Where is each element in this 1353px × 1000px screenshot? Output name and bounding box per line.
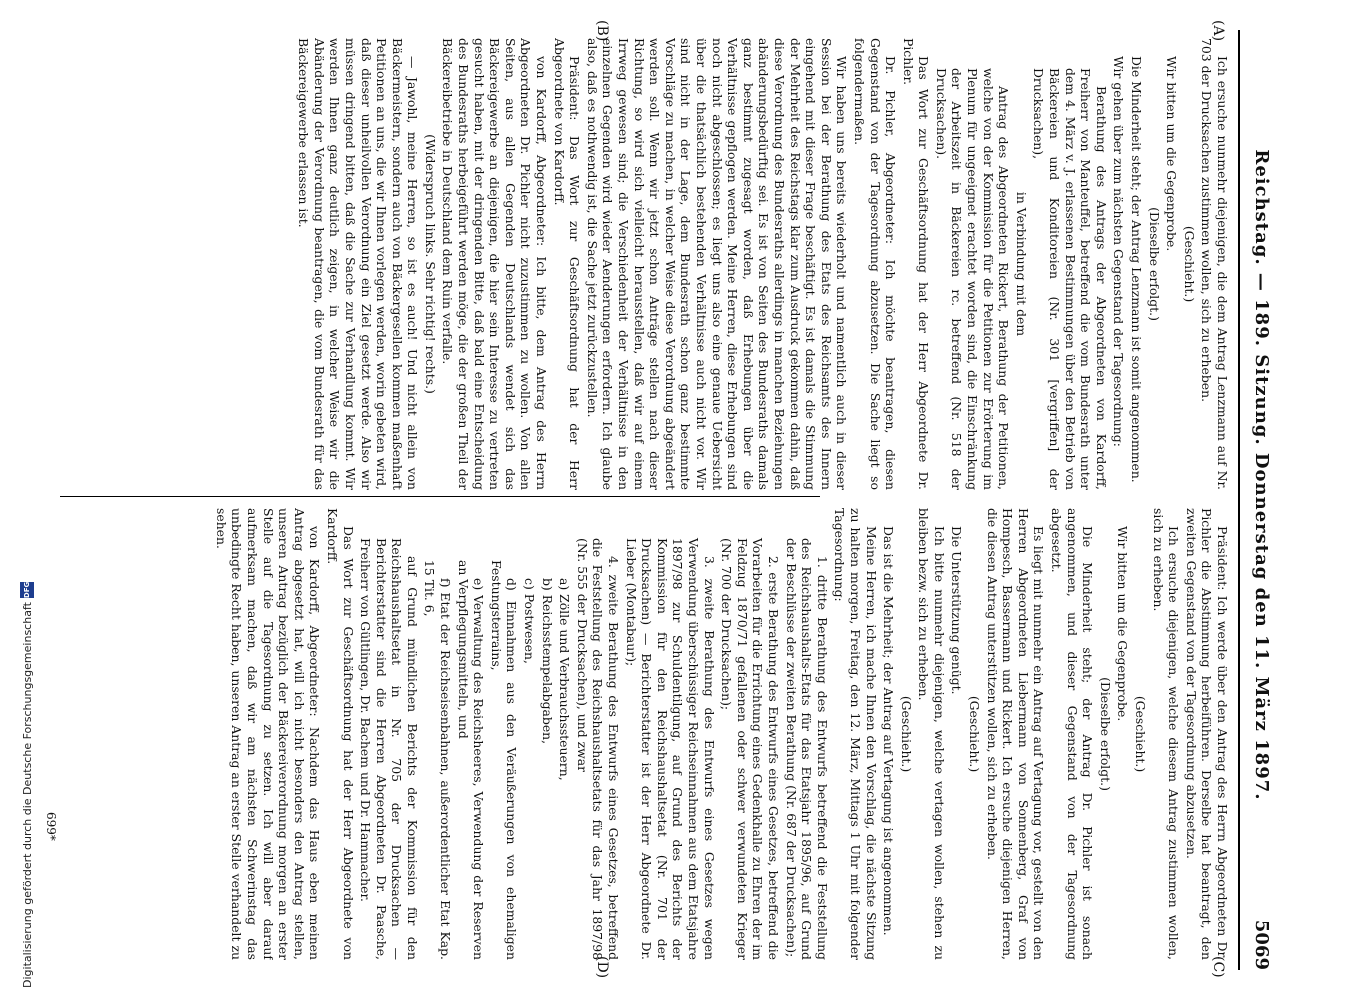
right-column — [70, 508, 1230, 960]
sidebar-credit — [20, 38, 34, 988]
left-column — [70, 38, 1230, 490]
paragraph: Die Unterstützung genügt. — [949, 526, 965, 695]
margin-mark-c: (C) — [1210, 956, 1226, 978]
credit-text: Digitalisierung gefördert durch die Deutsche Forschungsgemeinschaft — [20, 602, 34, 988]
paragraph: (Geschieht.) — [1133, 695, 1149, 773]
page-header — [1244, 30, 1280, 970]
paragraph: Das Wort zur Geschäftsordnung hat der Herr Abgeordnete Dr. Pichler. — [900, 38, 932, 490]
paragraph: Die Minderheit steht; der Antrag Dr. Pichler ist sonach angenommen, und dieser Gegenstand von der Tagesordnung abgesetzt. — [1049, 508, 1096, 960]
paragraph: — Jawohl, meine Herren, so ist es auch! Und nicht allein von Bäckermeistern, sondern auch von Bäckergesellen kommen maßenhaft Petitionen an uns, die wir Ihnen vorlegen werden, worin gebeten wird, daß dieser unheilvollen Verordnung ein Ziel gesetzt werde. Also wir müssen dringend bitten, daß die Sache zur Verhandlung kommt. Wir werden Ihnen ganz deutlich zeigen, in welcher Weise wir die Abänderung der Verordnung beantragen, die vom Bundesrath für das Bäckereigewerbe erlassen ist. — [296, 38, 421, 490]
paragraph: (Dieselbe erfolgt.) — [1146, 207, 1162, 321]
margin-mark-b: (B) — [594, 20, 610, 42]
agenda-subitem: d) Einnahmen aus den Veräußerungen von ehemaligen Festungsterrains, — [488, 560, 520, 960]
paragraph: von Kardorff, Abgeordneter: Nachdem das Haus eben meinen Antrag abgesetzt hat, will ich nicht besonders den Antrag stellen, unseren Antrag bezüglich der Bäckereiverordnung morgen an erster Stelle auf die Tagesordnung zu setzen. Ich will aber darauf aufmerksam machen, daß wir am nächsten Schwerinstag das unbedingte Recht haben, unseren Antrag an erster Stelle verhandelt zu sehen. — [213, 508, 323, 960]
agenda-item: Antrag des Abgeordneten Rickert, Berathung der Petitionen, welche von der Kommission für die Petitionen zur Erörterung im Plenum für ungeeignet erachtet worden sind, die Einschränkung der Arbeitszeit in Bäckereien rc. betreffend (Nr. 518 der Drucksachen). — [933, 68, 1012, 490]
agenda-item: 4. zweite Berathung des Entwurfs eines Gesetzes, betreffend die Feststellung des Reichshaushaltsetats für das Jahr 1897/98 (Nr. 555 der Drucksachen), und zwar — [574, 538, 622, 960]
paragraph: von Kardorff, Abgeordneter: Ich bitte, dem Antrag des Herrn Abgeordneten Dr. Pichler nicht zuzustimmen zu wollen. Von allen Seiten, aus allen Gegenden Deutschlands wendet sich das Bäckereigewerbe an diejenigen, die hier sein Interesse zu vertreten gesucht haben, mit der dringenden Bitte, daß bald eine Entscheidung des Bundesraths herbeigeführt werden möge, die der großen Theil der Bäckereibetriebe in Deutschland dem Ruin verfalle. — [440, 38, 550, 490]
paragraph: (Dieselbe erfolgt.) — [1097, 677, 1113, 791]
paragraph: Präsident: Das Wort zur Geschäftsordnung hat der Herr Abgeordnete von Kardorff. — [551, 38, 583, 490]
agenda-item: 1. dritte Berathung des Entwurfs betreffend die Feststellung des Reichshaushalts-Etats für das Etatsjahr 1895/96, auf Grund der Beschlüsse der zweiten Berathung (Nr. 687 der Drucksachen); — [783, 538, 830, 960]
header-rule — [1238, 30, 1240, 970]
agenda-item: auf Grund mündlichen Berichts der Kommission für den Reichshaushaltsetat in Nr. 705 der Drucksachen — Berichterstatter sind die Herren Abgeordneten Dr. Paasche, Freiherr von Gültlingen, Dr. Bachem und Dr. Hammacher. — [358, 538, 420, 960]
agenda-item: 2. erste Berathung des Entwurfs eines Gesetzes, betreffend die Vorarbeiten für die Errichtung eines Gedenkhalle zu Ehren der im Feldzug 1870/71 gefallenen oder schwer verwundeten Krieger (Nr. 700 der Drucksachen); — [719, 538, 781, 960]
paragraph: in Verbindung mit dem — [1013, 191, 1029, 337]
paragraph: Präsident: Ich werde über den Antrag des Herrn Abgeordneten Dr. Pichler die Abstimmung herbeiführen. Derselbe hat beantragt, den zweiten Gegenstand von der Tagesordnung abzusetzen. — [1183, 508, 1230, 960]
paragraph: (Geschieht.) — [1181, 225, 1197, 303]
rotated-page — [20, 20, 1290, 980]
column-divider — [60, 496, 820, 497]
margin-mark-d: (D) — [594, 956, 610, 979]
agenda-item: Berathung des Antrags der Abgeordneten von Kardorff, Freiherr von Manteuffel, betreffend die vom Bundesrath unter dem 4. März v. J. erlassenen Bestimmungen über den Betrieb von Bäckereien und Konditoreien (Nr. 301 [vergriffen] der Drucksachen), — [1031, 68, 1109, 490]
dfg-logo-icon: DFG — [20, 582, 34, 598]
agenda-subitem: c) Postwesen, — [522, 578, 538, 664]
agenda-subitem: a) Zölle und Verbrauchssteuern, — [557, 578, 573, 781]
page-footnote: 699* — [44, 812, 58, 841]
paragraph: Wir bitten um die Gegenprobe. — [1164, 56, 1180, 252]
paragraph: (Geschieht.) — [967, 695, 983, 773]
paragraph: Ich ersuche nunmehr diejenigen, die dem Antrag Lenzmann auf Nr. 703 der Drucksachen zustimmen wollen, sich zu erheben. — [1199, 38, 1230, 490]
page-number: 5069 — [1251, 919, 1273, 970]
paragraph: Wir gehen über zum nächsten Gegenstand der Tagesordnung: — [1111, 56, 1127, 447]
agenda-item: 3. zweite Berathung des Entwurfs eines Gesetzes wegen Verwendung überschüssiger Reichseinnahmen aus dem Etatsjahre 1897/98 zur Schuldentilgung, auf Grund des Berichts der Kommission für den Reichshaushaltsetat (Nr. 701 der Drucksachen) — Berichterstatter ist der Herr Abgeordnete Dr. Lieber (Montabaur); — [623, 538, 717, 960]
paragraph: Das Wort zur Geschäftsordnung hat der Herr Abgeordnete von Kardorff. — [324, 508, 356, 960]
paragraph: (Geschieht.) — [898, 695, 914, 773]
agenda-subitem: e) Verwaltung des Reichsheeres, Verwendung der Reserven an Verpflegungsmitteln, und — [455, 560, 487, 960]
paragraph: (Widerspruch links. Sehr richtig! rechts.) — [422, 134, 438, 394]
header-title: Reichstag. — 189. Sitzung. Donnerstag den 11. März 1897. — [1251, 149, 1273, 801]
paragraph: Wir bitten um die Gegenprobe. — [1115, 526, 1131, 722]
paragraph: Wir haben uns bereits wiederholt und namentlich auch in dieser Session bei der Berathung des Etats des Reichsamts des Innern eingehend mit dieser Frage beschäftigt. Es ist damals die Stimmung der Mehrheit des Reichstags klar zum Ausdruck gekommen dahin, daß diese Verordnung des Bundesraths allerdings in manchen Beziehungen abänderungsbedürftig sei. Es ist von Seiten des Bundesraths damals ganz bestimmt zugesagt worden, daß Erhebungen über die Verhältnisse gepflogen werden. Meine Herren, diese Erhebungen sind noch nicht abgeschlossen; es liegt uns also eine genaue Uebersicht über die thatsächlich bestehenden Verhältnisse auch nicht vor. Wir sind nicht in der Lage, dem Bundesrath schon ganz bestimmte Vorschläge zu machen, in welcher Weise diese Verordnung abgeändert werden soll. Wenn wir jetzt schon Anträge stellen nach dieser Richtung, so wird sich vielleicht herausstellen, daß wir auf einem Irrweg gewesen sind; die Verschiedenheit der Verhältnisse in den einzelnen Gegenden wird wieder Aenderungen erfordern. Ich glaube also, daß es nothwendig ist, die Sache jetzt zurückzustellen. — [584, 38, 850, 490]
agenda-subitem: f) Etat der Reichseisenbahnen, außerordentlicher Etat Kap. 15 Tit. 6, — [422, 560, 454, 960]
paragraph: Das ist die Mehrheit; der Antrag auf Vertagung ist angenommen. — [881, 526, 897, 936]
paragraph: Meine Herren, ich mache Ihnen den Vorschlag, die nächste Sitzung zu halten morgen, Freitag, den 12. März, Mittags 1 Uhr mit folgender Tagesordnung: — [832, 508, 879, 960]
paragraph: Die Minderheit steht; der Antrag Lenzmann ist somit angenommen. — [1129, 56, 1145, 483]
paragraph: Dr. Pichler, Abgeordneter: Ich möchte beantragen, diesen Gegenstand von der Tagesordnung abzusetzen. Die Sache liegt so folgendermaßen. — [851, 38, 899, 490]
margin-mark-a: (A) — [1210, 20, 1226, 42]
paragraph: Ich bitte nunmehr diejenigen, welche vertagen wollen, stehen zu bleiben bezw. sich zu erheben. — [916, 508, 947, 960]
agenda-subitem: b) Reichsstempelabgaben, — [539, 578, 555, 745]
paragraph: Ich ersuche diejenigen, welche diesem Antrag zustimmen wollen, sich zu erheben. — [1150, 508, 1182, 960]
paragraph: Es liegt mit nunmehr ein Antrag auf Vertagung vor, gestellt von den Herren Abgeordneten Liebermann von Sonnenberg, Graf von Hompesch, Bassermann und Rickert. Ich ersuche diejenigen Herren, die diesen Antrag unterstützen wollen, sich zu erheben. — [984, 508, 1047, 960]
